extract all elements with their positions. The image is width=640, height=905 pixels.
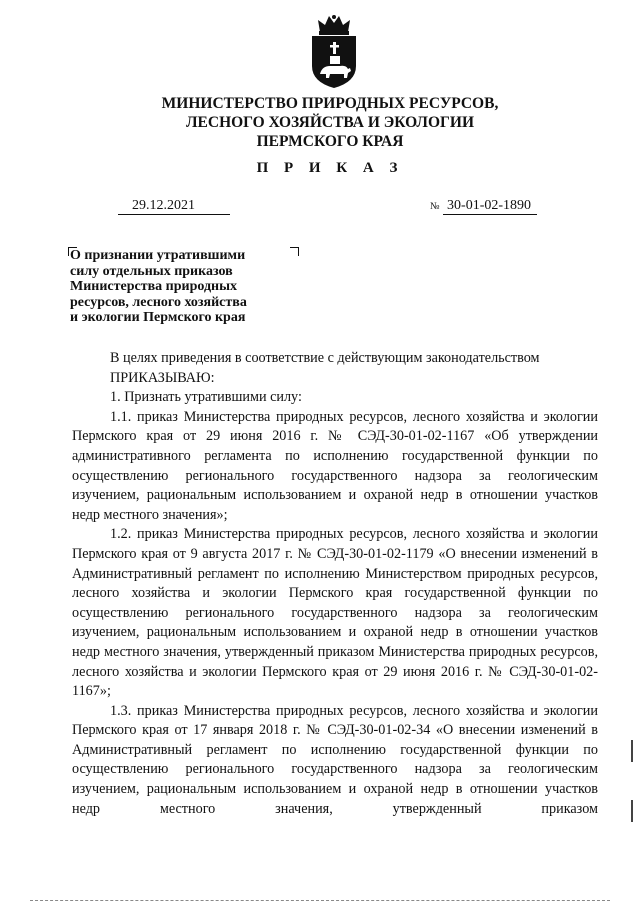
order-word: ПРИКАЗЫВАЮ: [110,369,215,386]
subject-line: Министерства природных [70,279,238,294]
item-1-3: 1.3. приказ Министерства природных ресурсов, лесного хозяйства и экологии Пермского края от 17 января 2018 г. № СЭД-30-01-02-34 «О внесении изменений в Административный регламент по исполнению государственной функции по осуществлению регионального государственного надзора за геологическим изучением, рациональным использованием и охраной недр в отношении участков недр местного значения, утвержденный приказом [72,702,598,817]
document-body [72,349,598,819]
item-1: 1. Признать утратившими силу: [110,389,302,406]
scan-edge-mark [631,740,633,762]
number-sign: № [430,201,440,212]
subject-line: и экологии Пермского края [70,310,246,325]
intro-paragraph: В целях приведения в соответствие с действующим законодательством [110,350,540,366]
number-value: 30-01-02-1890 [443,198,537,215]
document-subject [70,248,300,326]
subject-line: силу отдельных приказов [70,263,233,279]
subject-line: ресурсов, лесного хозяйства [70,294,247,310]
coat-of-arms-emblem [306,12,362,90]
item-1-1: 1.1. приказ Министерства природных ресурсов, лесного хозяйства и экологии Пермского края от 29 июня 2016 г. № СЭД-30-01-02-1167 «Об утверждении административного регламента по исполнению государственной функции по осуществлению регионального государственного надзора за геологическим изучением, рациональным использованием и охраной недр в отношении участков недр местного значения»; [72,408,598,523]
document-type-heading: П Р И К А З [256,160,404,176]
scan-edge-mark [631,800,633,822]
subject-line: О признании утратившими [70,248,246,263]
ministry-line-1: МИНИСТЕРСТВО ПРИРОДНЫХ РЕСУРСОВ, [161,95,499,112]
ministry-line-3: ПЕРМСКОГО КРАЯ [256,133,404,150]
document-date: 29.12.2021 [118,198,230,215]
ministry-line-2: ЛЕСНОГО ХОЗЯЙСТВА И ЭКОЛОГИИ [185,114,475,131]
document-number [430,198,537,215]
ministry-title [100,94,560,151]
scan-bottom-edge [30,900,610,902]
item-1-2: 1.2. приказ Министерства природных ресурсов, лесного хозяйства и экологии Пермского края от 9 августа 2017 г. № СЭД-30-01-02-1179 «О внесении изменений в Административный регламент по исполнению Министерством природных ресурсов, лесного хозяйства и экологии Пермского края государственной функции по осуществлению регионального государственного надзора за геологическим изучением, рациональным использованием и охраной недр в отношении участков недр местного значения, утвержденный приказом Министерства природных ресурсов, лесного хозяйства и экологии Пермского края от 29 июня 2016 г. № СЭД-30-01-02-1167»; [72,526,598,700]
